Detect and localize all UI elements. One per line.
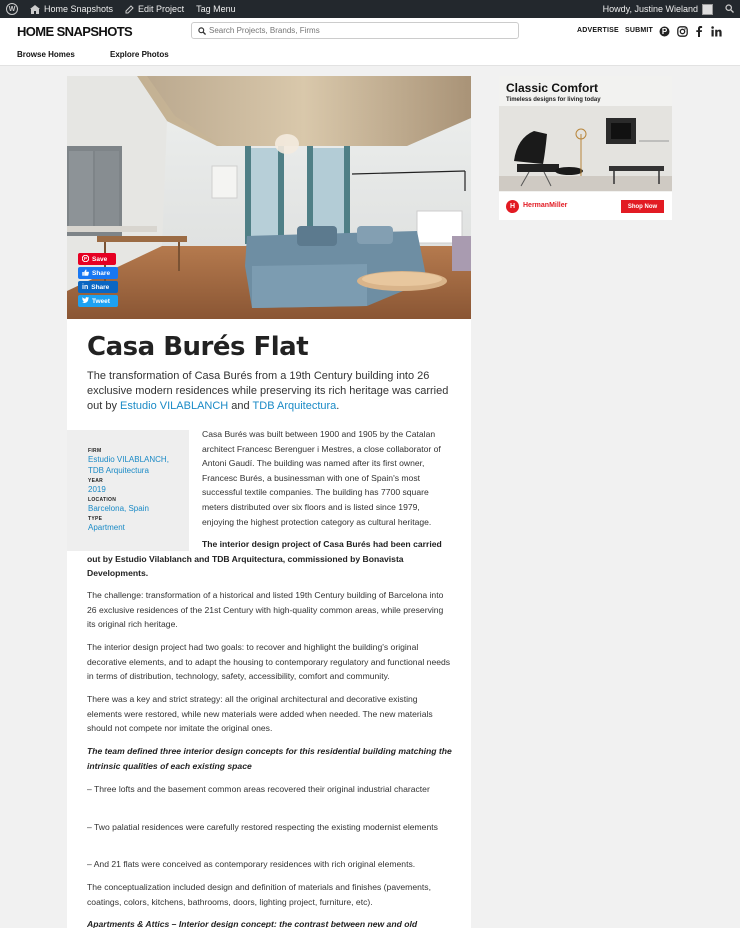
facebook-share-label: Share [92, 269, 111, 277]
svg-text:P: P [83, 255, 88, 261]
ad-title: Classic Comfort [506, 81, 599, 95]
intro-and: and [228, 400, 253, 412]
linkedin-share-button[interactable] [78, 281, 118, 293]
secondary-nav [0, 44, 740, 66]
paragraph-concepts-heading: The team defined three interior design concepts for this residential building matching the intrinsic qualities of each existing space [87, 746, 452, 771]
thumbs-up-icon [82, 269, 89, 278]
firm-value-2[interactable]: TDB Arquitectura [88, 466, 149, 475]
year-value[interactable]: 2019 [88, 485, 106, 494]
wordpress-icon: W [6, 3, 18, 15]
site-logo[interactable]: HOME SNAPSHOTS [17, 24, 133, 39]
admin-bar [0, 0, 740, 18]
twitter-tweet-button[interactable] [78, 295, 118, 307]
paragraph-goals: The interior design project had two goals: to recover and highlight the building's original decorative elements, and to adapt the housing to contemporary regulatory and functional needs in terms of distribution, technology, safety, accessibility, comfort and community. [87, 642, 451, 682]
hero-photo[interactable] [67, 76, 471, 319]
browse-homes-link[interactable]: Browse Homes [17, 50, 75, 59]
location-label: LOCATION [88, 497, 117, 503]
location-value[interactable]: Barcelona, Spain [88, 504, 149, 513]
paragraph-flats: – And 21 flats were conceived as contemporary residences with rich original elements. [87, 859, 416, 869]
search-icon [725, 4, 734, 15]
paragraph-commission: The interior design project of Casa Burés had been carried out by Estudio Vilablanch and TDB Arquitectura, commissioned by Bonavista Developments. [87, 539, 442, 579]
type-label: TYPE [88, 516, 103, 522]
svg-text:P: P [661, 26, 667, 36]
edit-project-label: Edit Project [138, 4, 185, 14]
article-intro [87, 369, 457, 414]
avatar [702, 4, 713, 15]
site-name-menu[interactable] [24, 0, 119, 18]
firm-link-tdb[interactable]: TDB Arquitectura [252, 400, 337, 412]
save-label: Save [92, 255, 108, 263]
tag-menu-label: Tag Menu [196, 4, 236, 14]
admin-search-button[interactable] [719, 0, 740, 18]
instagram-icon[interactable] [676, 25, 688, 37]
wordpress-logo-menu[interactable] [0, 0, 24, 18]
paragraph-lofts: – Three lofts and the basement common areas recovered their original industrial character [87, 784, 430, 794]
pinterest-icon [82, 255, 89, 264]
hermanmiller-logo-icon: H [506, 200, 519, 213]
advertise-link[interactable]: ADVERTISE [577, 27, 619, 34]
explore-photos-link[interactable]: Explore Photos [110, 50, 169, 59]
paragraph-conceptualization: The conceptualization included design and definition of materials and finishes (pavements, coatings, colors, kitchens, bathrooms, doors, lighting project, furniture, etc). [87, 882, 431, 907]
facebook-share-button[interactable] [78, 267, 118, 279]
user-account-menu[interactable] [597, 0, 719, 18]
linkedin-icon: in [82, 283, 89, 291]
firm-value-1[interactable]: Estudio VILABLANCH, [88, 455, 169, 464]
linkedin-icon[interactable] [710, 25, 722, 37]
home-icon [30, 5, 40, 14]
pinterest-icon[interactable] [658, 25, 670, 37]
advertisement[interactable] [499, 76, 672, 220]
intro-end: . [336, 400, 340, 412]
type-value[interactable]: Apartment [88, 523, 125, 532]
year-label: YEAR [88, 478, 104, 484]
paragraph-strategy: There was a key and strict strategy: all the original architectural and decorative existing elements were restored, while new materials were added when needed. The new materials should not compete nor imitate the original ones. [87, 694, 433, 734]
user-greeting: Howdy, Justine Wieland [602, 4, 698, 14]
firm-link-vilablanch[interactable]: Estudio VILABLANCH [120, 400, 229, 412]
project-info-box [67, 430, 189, 551]
tag-menu-link[interactable] [190, 0, 242, 18]
facebook-icon[interactable] [693, 25, 705, 37]
site-name-label: Home Snapshots [44, 4, 114, 14]
pencil-icon [125, 5, 134, 14]
search-input[interactable] [209, 26, 509, 35]
edit-project-link[interactable] [119, 0, 190, 18]
paragraph-palatial: – Two palatial residences were carefully restored respecting the existing modernist elements [87, 822, 438, 832]
intro-text: The transformation of Casa Burés from a 19th Century building into 26 exclusive modern residences while preserving its rich heritage was carried out by [87, 370, 449, 412]
ad-brand: HermanMiller [523, 202, 568, 209]
search-icon [198, 22, 206, 40]
page-title: Casa Burés Flat [87, 332, 309, 362]
paragraph-history: Casa Burés was built between 1900 and 1905 by the Catalan architect Francesc Berenguer i Mestres, a close collaborator of Antoni Gaudí. The building was named after its first owner, Francesc Burés, a businessman with one of Spain's most successful textile companies. The building has 7700 square meters distributed over six floors and is listed since 1979, enjoying the highest protection category as cultural heritage. [202, 429, 441, 527]
linkedin-share-label: Share [91, 283, 110, 291]
site-header [0, 18, 740, 44]
twitter-bird-icon [82, 297, 89, 305]
search-box[interactable] [191, 22, 519, 39]
paragraph-challenge: The challenge: transformation of a historical and listed 19th Century building of Barcelona into 26 exclusive residences of the 21st Century with high-quality common areas, while preserving its original rich heritage. [87, 590, 444, 630]
pinterest-save-button[interactable] [78, 253, 116, 265]
submit-link[interactable]: SUBMIT [625, 27, 654, 34]
paragraph-apartments-heading: Apartments & Attics – Interior design concept: the contrast between new and old [87, 919, 418, 928]
firm-label: FIRM [88, 448, 102, 454]
ad-subtitle: Timeless designs for living today [506, 97, 601, 103]
tweet-label: Tweet [92, 297, 110, 305]
shop-now-button[interactable]: Shop Now [621, 200, 664, 213]
